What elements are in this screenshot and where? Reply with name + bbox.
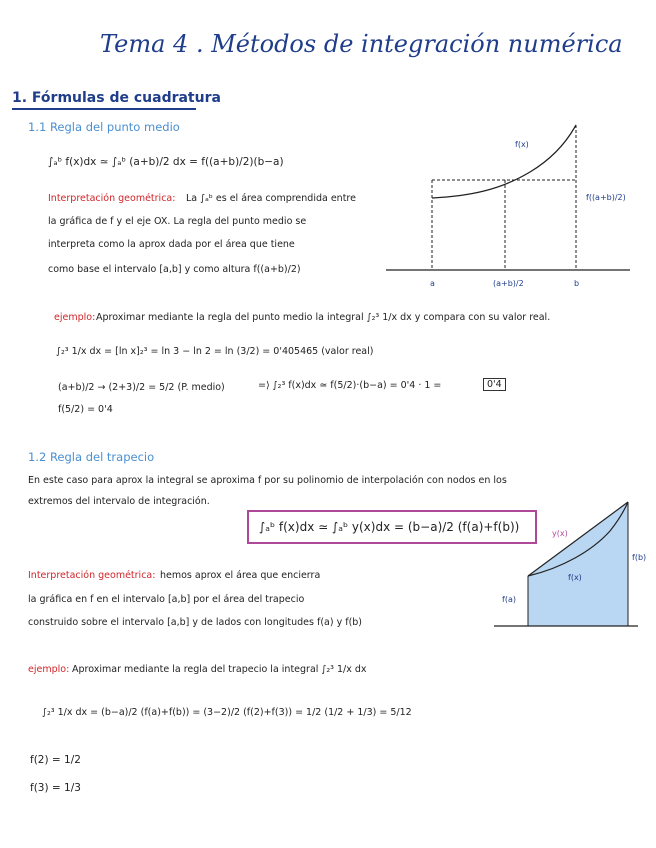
midpoint-example-label: ejemplo: <box>54 312 96 323</box>
height-label: f((a+b)/2) <box>586 193 626 202</box>
trapezoid-area <box>528 502 628 626</box>
subsection-heading-midpoint: 1.1 Regla del punto medio <box>28 120 180 134</box>
trapezoid-example-line1: ∫₂³ 1/x dx = (b−a)/2 (f(a)+f(b)) = (3−2)/2 (f(2)+f(3)) = 1/2 (1/2 + 1/3) = 5/12 <box>42 707 412 718</box>
midpoint-interp-line2: la gráfica de f y el eje OX. La regla del punto medio se <box>48 216 307 227</box>
trapezoid-intro-line1: En este caso para aprox la integral se aproxima f por su polinomio de interpolación con nodos en los <box>28 475 507 486</box>
midpoint-example-text: Aproximar mediante la regla del punto medio la integral ∫₂³ 1/x dx y compara con su valor real. <box>96 312 551 323</box>
trapezoid-example-line3: f(3) = 1/3 <box>30 782 81 794</box>
trapezoid-formula-box: ∫ₐᵇ f(x)dx ≃ ∫ₐᵇ y(x)dx = (b−a)/2 (f(a)+f(b)) <box>247 510 537 544</box>
trapezoid-interp-line1: hemos aprox el área que encierra <box>160 570 321 581</box>
midpoint-example-line3: =⟩ ∫₂³ f(x)dx ≃ f(5/2)·(b−a) = 0'4 · 1 = <box>258 380 442 391</box>
trapezoid-example-text: Aproximar mediante la regla del trapecio la integral ∫₂³ 1/x dx <box>72 664 367 675</box>
fx-label: f(x) <box>515 140 529 149</box>
midpoint-interp-line1: La ∫ₐᵇ es el área comprendida entre <box>186 193 356 204</box>
midpoint-example-line1: ∫₂³ 1/x dx = [ln x]₂³ = ln 3 − ln 2 = ln (3/2) = 0'405465 (valor real) <box>56 346 374 357</box>
fx-label: f(x) <box>568 573 582 582</box>
trapezoid-example-line2: f(2) = 1/2 <box>30 754 81 766</box>
trapezoid-interp-line2: la gráfica en f en el intervalo [a,b] por el área del trapecio <box>28 594 305 605</box>
trapezoid-interp-line3: construido sobre el intervalo [a,b] y de lados con longitudes f(a) y f(b) <box>28 617 363 628</box>
midpoint-interp-line4: como base el intervalo [a,b] y como altura f((a+b)/2) <box>48 264 301 275</box>
trapezoid-graph <box>492 496 647 636</box>
fb-label: f(b) <box>632 553 647 562</box>
b-label: b <box>574 279 580 288</box>
midpoint-example-result: 0'4 <box>483 378 506 391</box>
page-title: Tema 4 . Métodos de integración numérica <box>100 30 623 58</box>
midpoint-example-line4: f(5/2) = 0'4 <box>58 404 113 415</box>
yx-label: y(x) <box>552 529 568 538</box>
midpoint-example-line2: (a+b)/2 → (2+3)/2 = 5/2 (P. medio) <box>58 382 225 393</box>
mid-label: (a+b)/2 <box>493 279 524 288</box>
fa-label: f(a) <box>502 595 516 604</box>
midpoint-formula: ∫ₐᵇ f(x)dx ≃ ∫ₐᵇ (a+b)/2 dx = f((a+b)/2)(b−a) <box>48 156 284 168</box>
fx-curve <box>432 125 576 198</box>
trapezoid-interp-label: Interpretación geométrica: <box>28 570 156 581</box>
trapezoid-intro-line2: extremos del intervalo de integración. <box>28 496 210 507</box>
trapezoid-example-label: ejemplo: <box>28 664 70 675</box>
subsection-heading-trapezoid: 1.2 Regla del trapecio <box>28 450 155 464</box>
midpoint-interp-line3: interpreta como la aprox dada por el área que tiene <box>48 239 295 250</box>
section-heading-1: 1. Fórmulas de cuadratura <box>12 90 196 110</box>
midpoint-graph <box>380 120 640 305</box>
a-label: a <box>430 279 435 288</box>
midpoint-interp-label: Interpretación geométrica: <box>48 193 176 204</box>
